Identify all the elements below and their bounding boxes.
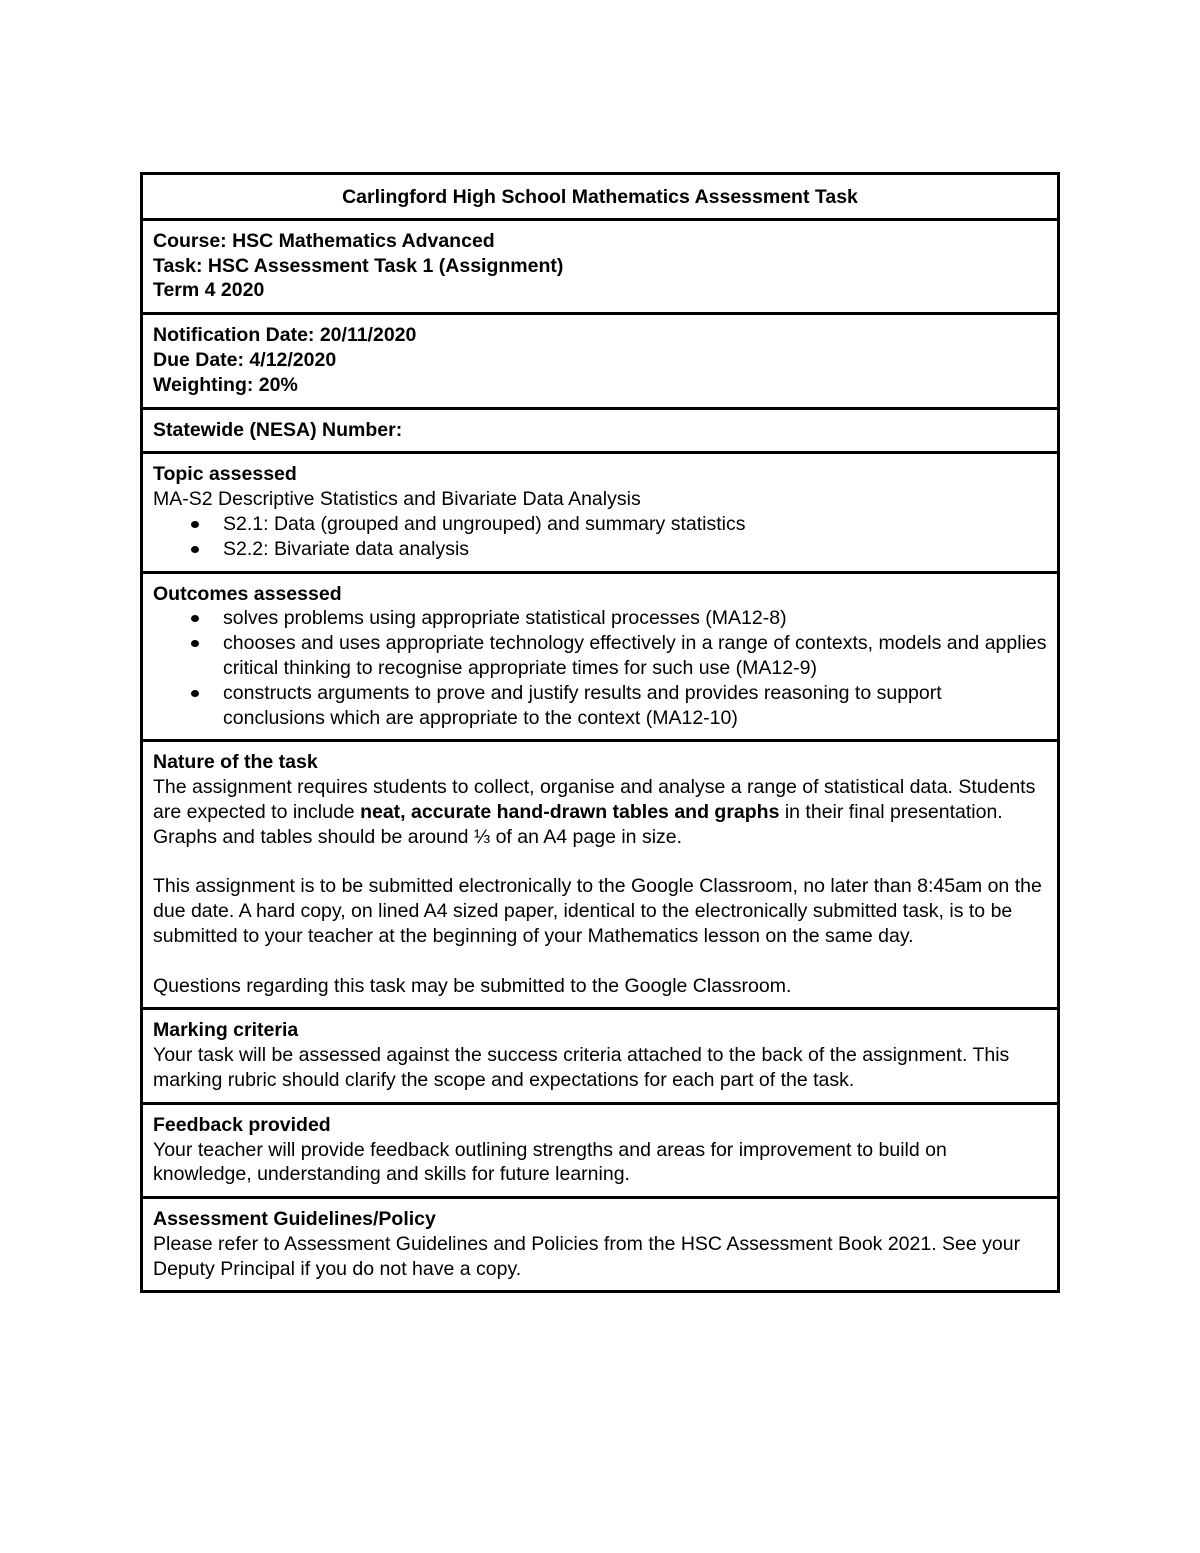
topic-intro: MA-S2 Descriptive Statistics and Bivariate Data Analysis (153, 488, 641, 511)
nature-p1-after: in their final presentation. Graphs and tables should be around ⅓ of an A4 page in size. (153, 800, 1003, 848)
due-date: Due Date: 4/12/2020 (153, 348, 337, 371)
weighting: Weighting: 20% (153, 373, 298, 396)
guidelines-heading: Assessment Guidelines/Policy (153, 1208, 436, 1231)
nature-paragraph-2: This assignment is to be submitted electronically to the Google Classroom, no later than 8:45am on the due date. A hard copy, on lined A4 sized paper, identical to the electronically submitted task, is to be submitted to your teacher at the beginning of your Mathematics lesson on the same day. (153, 875, 1042, 947)
nature-paragraph-1 (153, 775, 1047, 849)
topic-cell (143, 454, 1057, 573)
document-title (143, 175, 1057, 221)
course-info-cell (143, 221, 1057, 315)
nature-cell (143, 742, 1057, 1010)
document-title-text: Carlingford High School Mathematics Assessment Task (342, 186, 858, 208)
task-label: Task: HSC Assessment Task 1 (Assignment) (153, 254, 564, 277)
nature-p1-before: The assignment requires students to collect, organise and analyse a range of statistical data. Students are expected to include (153, 776, 1036, 823)
marking-heading: Marking criteria (153, 1019, 299, 1042)
feedback-cell (143, 1105, 1057, 1199)
outcomes-list (153, 606, 1047, 730)
outcomes-heading: Outcomes assessed (153, 582, 342, 605)
nesa-number-cell (143, 410, 1057, 455)
topic-list-item: S2.1: Data (grouped and ungrouped) and summary statistics (223, 512, 1047, 537)
marking-cell (143, 1010, 1057, 1104)
topic-heading: Topic assessed (153, 463, 297, 486)
nature-heading: Nature of the task (153, 751, 318, 774)
guidelines-cell (143, 1199, 1057, 1290)
term-label: Term 4 2020 (153, 279, 265, 302)
nesa-number-label: Statewide (NESA) Number: (153, 418, 403, 441)
course-label: Course: HSC Mathematics Advanced (153, 229, 495, 252)
feedback-heading: Feedback provided (153, 1113, 331, 1136)
outcome-item: chooses and uses appropriate technology effectively in a range of contexts, models and applies critical thinking to recognise appropriate times for such use (MA12-9) (223, 632, 1047, 679)
dates-cell (143, 315, 1057, 409)
marking-text: Your task will be assessed against the success criteria attached to the back of the assignment. This marking rubric should clarify the scope and expectations for each part of the task. (153, 1044, 1010, 1091)
outcome-item: constructs arguments to prove and justify results and provides reasoning to support conclusions which are appropriate to the context (MA12-10) (223, 681, 1047, 731)
assessment-task-table (140, 172, 1060, 1293)
guidelines-text: Please refer to Assessment Guidelines and Policies from the HSC Assessment Book 2021. See your Deputy Principal if you do not have a copy. (153, 1232, 1021, 1280)
nature-p1-bold: neat, accurate hand-drawn tables and graphs (360, 800, 780, 823)
topic-list-item: S2.2: Bivariate data analysis (223, 537, 1047, 562)
topic-list (153, 512, 1047, 562)
feedback-text: Your teacher will provide feedback outlining strengths and areas for improvement to build on knowledge, understanding and skills for future learning. (153, 1138, 947, 1186)
outcome-item: solves problems using appropriate statistical processes (MA12-8) (223, 606, 1047, 631)
outcomes-cell (143, 574, 1057, 743)
notification-date: Notification Date: 20/11/2020 (153, 324, 417, 347)
nature-paragraph-3: Questions regarding this task may be submitted to the Google Classroom. (153, 974, 792, 997)
